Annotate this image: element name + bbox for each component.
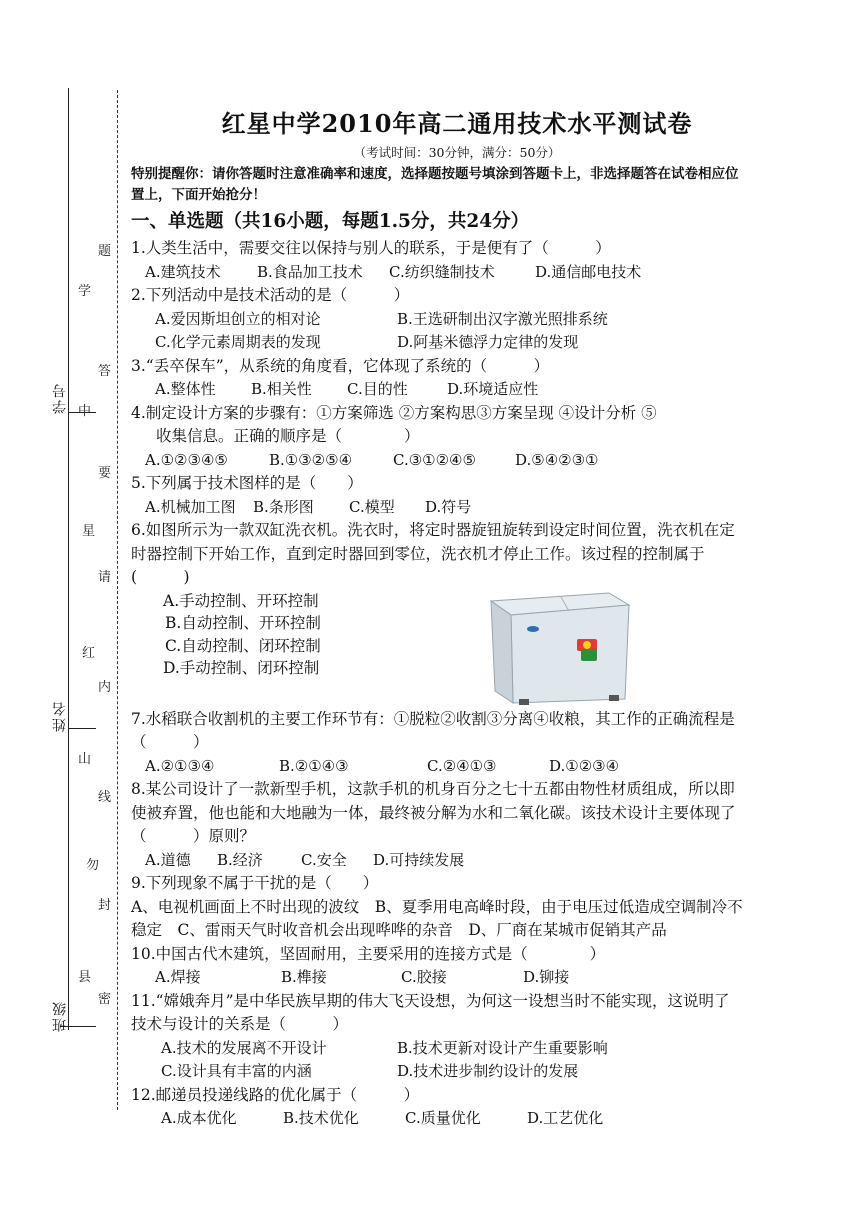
question-6-options [163, 590, 321, 680]
question-stem: 12.邮递员投递线路的优化属于（ ） [131, 1085, 420, 1104]
option-c: C.②④①③ [427, 756, 497, 775]
option-c: C.设计具有丰富的内涵 [161, 1062, 312, 1080]
option-d: D.①②③④ [549, 756, 620, 775]
question-stem: 11.“嫦娥奔月”是中华民族早期的伟大飞天设想，为何这一设想当时不能实现，这说明了技术与设计的关系是（ ） [131, 991, 730, 1033]
question-stem: 6.如图所示为一款双缸洗衣机。洗衣时，将定时器旋钮旋转到设定时间位置，洗衣机在定时器控制下开始工作，直到定时器回到零位，洗衣机才停止工作。该过程的控制属于( ) [131, 521, 735, 586]
question-10-options [131, 966, 743, 990]
option-c: C.安全 [301, 850, 347, 869]
option-b: B.经济 [217, 850, 263, 869]
option-a: A.焊接 [155, 968, 201, 986]
question-2 [131, 284, 743, 308]
option-a: A.①②③④⑤ [145, 450, 228, 469]
option-c: C.目的性 [347, 380, 408, 398]
question-5-options [131, 496, 743, 520]
option-c: C.胶接 [401, 968, 447, 986]
option-a: A.爱因斯坦创立的相对论 [155, 309, 321, 328]
option-b: B.自动控制、开环控制 [165, 614, 321, 632]
option-c: C.模型 [349, 497, 395, 516]
question-3 [131, 355, 743, 379]
banji-label: 班级 [52, 1000, 68, 1032]
option-b: B.②①④③ [279, 756, 349, 775]
option-d: D.通信邮电技术 [535, 262, 642, 281]
margin-char: 请 [98, 570, 112, 585]
question-8-options [131, 849, 743, 873]
question-stem: 10.中国古代木建筑，坚固耐用，主要采用的连接方式是（ ） [131, 944, 606, 963]
question-11-options [131, 1037, 743, 1061]
question-stem: 5.下列属于技术图样的是（ ） [131, 474, 363, 492]
question-3-options [131, 378, 743, 402]
option-a: A.机械加工图 [145, 497, 236, 516]
question-10 [131, 943, 743, 967]
margin-char: 勿 [86, 858, 100, 873]
option-a: A.②①③④ [145, 756, 215, 775]
option-d: D.符号 [425, 497, 472, 516]
washing-machine-image [483, 587, 633, 707]
question-6 [131, 519, 743, 590]
option-d: D.环境适应性 [447, 380, 539, 398]
question-4-options [131, 449, 743, 473]
margin-char: 题 [98, 244, 112, 259]
xingming-label: 姓名 [52, 700, 68, 732]
option-d: D.可持续发展 [373, 850, 465, 869]
option-d: D.技术进步制约设计的发展 [397, 1062, 579, 1080]
option-c: C.纺织缝制技术 [389, 262, 495, 281]
question-4 [131, 402, 743, 426]
option-b: B.相关性 [251, 380, 312, 398]
option-c: C.质量优化 [405, 1109, 481, 1127]
option-a: A.建筑技术 [145, 262, 221, 281]
question-7 [131, 708, 743, 755]
option-d: D.铆接 [523, 968, 570, 986]
question-2-options [131, 308, 743, 332]
margin-dashed-line [117, 90, 118, 1110]
margin-char: 答 [98, 364, 112, 379]
question-stem: 7.水稻联合收割机的主要工作环节有：①脱粒②收割③分离④收粮，其工作的正确流程是（ ） [131, 709, 735, 751]
question-stem: 2.下列活动中是技术活动的是（ ） [131, 286, 410, 304]
question-9 [131, 872, 743, 896]
option-d: D.⑤④②③① [515, 450, 599, 469]
option-b: B.榫接 [281, 968, 327, 986]
page-title: 红星中学2010年高二通用技术水平测试卷 [221, 109, 693, 138]
option-a: A.整体性 [155, 380, 216, 398]
option-b: B.王选研制出汉字激光照排系统 [397, 309, 608, 328]
question-5 [131, 472, 743, 496]
question-11-options-2 [131, 1060, 743, 1084]
question-2-options-2 [131, 331, 743, 355]
margin-char: 学 [78, 284, 92, 299]
xuehao-label: 学号 [52, 382, 68, 414]
xingming-blank-line [68, 728, 96, 729]
option-a: A.成本优化 [161, 1109, 237, 1127]
option-c: C.化学元素周期表的发现 [155, 333, 321, 351]
option-b: B.条形图 [253, 497, 314, 516]
margin-char: 山 [78, 752, 92, 767]
option-a: A.技术的发展离不开设计 [161, 1038, 327, 1057]
question-12 [131, 1084, 743, 1108]
question-stem: 9.下列现象不属于干扰的是（ ） [131, 874, 379, 892]
binding-margin [0, 0, 125, 1216]
section-heading: 一、单选题（共16小题，每题1.5分，共24分） [131, 211, 530, 232]
question-1 [131, 237, 743, 261]
option-a: A.手动控制、开环控制 [163, 591, 319, 610]
margin-char: 封 [98, 898, 112, 913]
question-8 [131, 778, 743, 849]
margin-char: 密 [98, 992, 112, 1007]
question-11 [131, 990, 743, 1037]
margin-char: 内 [98, 680, 112, 695]
question-12-options [131, 1107, 743, 1131]
exam-paper [131, 104, 743, 1131]
option-a: A.道德 [145, 850, 191, 869]
option-b: B.技术优化 [283, 1109, 359, 1127]
option-c: C.③①②④⑤ [393, 450, 476, 469]
question-1-options [131, 261, 743, 285]
option-c: C.自动控制、闭环控制 [165, 636, 321, 655]
question-stem-cont: 收集信息。正确的顺序是（ ） [156, 427, 420, 445]
margin-char: 线 [98, 790, 112, 805]
option-d: D.阿基米德浮力定律的发现 [397, 333, 579, 351]
question-stem: 4.制定设计方案的步骤有：①方案筛选 ②方案构思③方案呈现 ④设计分析 ⑤ [131, 403, 657, 422]
option-b: B.技术更新对设计产生重要影响 [397, 1038, 608, 1057]
margin-solid-line [68, 88, 69, 1030]
option-d: D.工艺优化 [527, 1109, 604, 1127]
margin-char: 中 [78, 404, 92, 419]
question-stem: 8.某公司设计了一款新型手机，这款手机的机身百分之七十五都由物性材质组成，所以即使被弃置，他也能和大地融为一体，最终被分解为水和二氧化碳。该技术设计主要体现了（ ）原则？ [131, 780, 736, 845]
option-b: B.①③②⑤④ [269, 450, 353, 469]
exam-subtitle: （考试时间：30分钟，满分：50分） [353, 145, 561, 160]
margin-char: 星 [82, 524, 96, 539]
margin-char: 要 [98, 466, 112, 481]
margin-char: 县 [78, 970, 92, 985]
option-d: D.手动控制、闭环控制 [163, 659, 320, 677]
question-stem: 1.人类生活中，需要交往以保持与别人的联系，于是便有了（ ） [131, 239, 611, 257]
question-stem: 3.“丢卒保车”，从系统的角度看，它体现了系统的（ ） [131, 356, 550, 375]
question-9-body: A、电视机画面上不时出现的波纹 B、夏季用电高峰时段，由于电压过低造成空调制冷不稳定 C、雷雨天气时收音机会出现哗哗的杂音 D、厂商在某城市促销其产品 [131, 897, 743, 939]
option-b: B.食品加工技术 [257, 262, 363, 281]
question-4-cont [131, 425, 743, 449]
question-6-body [131, 590, 743, 708]
question-7-options [131, 755, 743, 779]
margin-char: 红 [82, 646, 96, 661]
exam-notice: 特别提醒你：请你答题时注意准确率和速度，选择题按题号填涂到答题卡上，非选择题答在试卷相应位置上，下面开始抢分！ [131, 166, 739, 203]
